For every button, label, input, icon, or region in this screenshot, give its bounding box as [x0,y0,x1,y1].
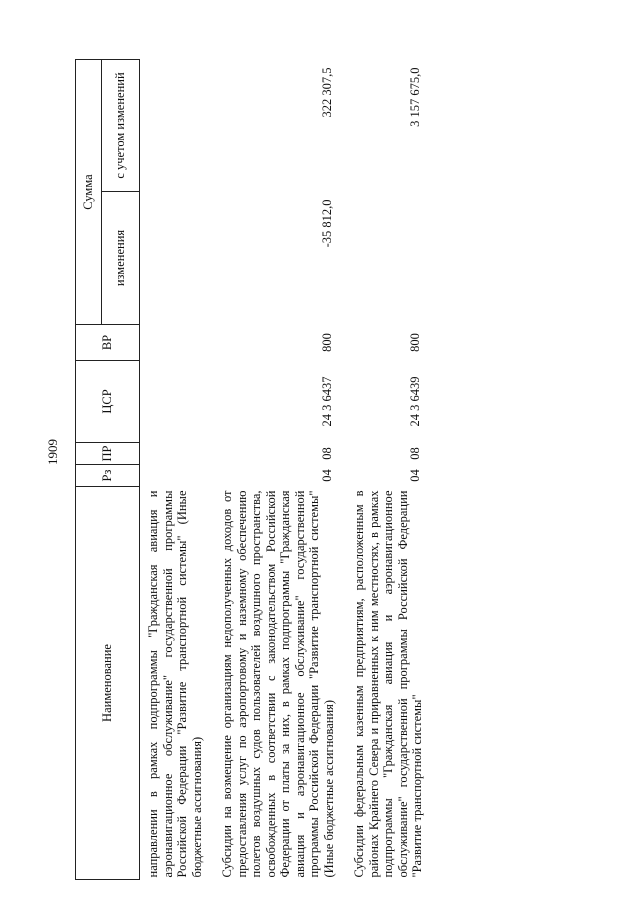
row-rz: 04 [319,469,334,482]
header-name: Наименование [76,487,140,880]
rotated-table-area [75,60,595,880]
header-pr: ПР [76,443,140,465]
row-name: Субсидии федеральным казенным предприятиям, расположенным в районах Крайнего Севера и приравненных к ним местностях, в рамках подпрограммы "Гражданская авиация и аэронавигационное обслуживание" государственной программы Российской Федерации "Развитие транспортной системы" [352,490,424,878]
header-vr: ВР [76,325,140,361]
row-with-changes: 322 307,5 [319,67,334,118]
header-csr: ЦСР [76,361,140,443]
row-vr: 800 [408,333,422,352]
row-csr: 24 3 6439 [408,376,422,427]
header-rz: Рз [76,465,140,487]
header-sum: Сумма [76,60,102,325]
table-row [140,60,211,880]
row-rz [140,465,211,487]
table-row [210,60,342,880]
page-number: 1909 [45,439,60,465]
row-changes [342,192,431,325]
row-csr [140,361,211,443]
row-vr [140,325,211,361]
row-pr: 08 [319,447,334,460]
header-with-changes: с учетом изменений [102,60,140,192]
row-name: Субсидии на возмещение организациям недополученных доходов от предоставления услуг по аэропортовому и наземному обеспечению полетов воздушных судов пользователей воздушного пространства, освобожденных в соответствии с законодательством Российской Федерации от платы за них, в рамках подпрограммы "Гражданская авиация и аэронавигационное обслуживание" государственной программы Российской Федерации "Развитие транспортной системы" (Иные бюджетные ассигнования) [220,490,336,878]
row-changes [140,192,211,325]
header-changes: изменения [102,192,140,325]
table-row [342,60,431,880]
row-csr: 24 3 6437 [319,376,334,427]
budget-table [75,59,431,880]
row-changes: -35 812,0 [319,199,334,248]
row-pr: 08 [408,447,422,460]
row-with-changes: 3 157 675,0 [408,67,422,127]
row-pr [140,443,211,465]
row-name: направлении в рамках подпрограммы "Гражданская авиация и аэронавигационное обслуживание" государственной программы Российской Федерации "Развитие транспортной системы" (Иные бюджетные ассигнования) [146,490,204,878]
row-with-changes [140,60,211,192]
row-rz: 04 [408,469,422,482]
row-vr: 800 [319,333,334,352]
